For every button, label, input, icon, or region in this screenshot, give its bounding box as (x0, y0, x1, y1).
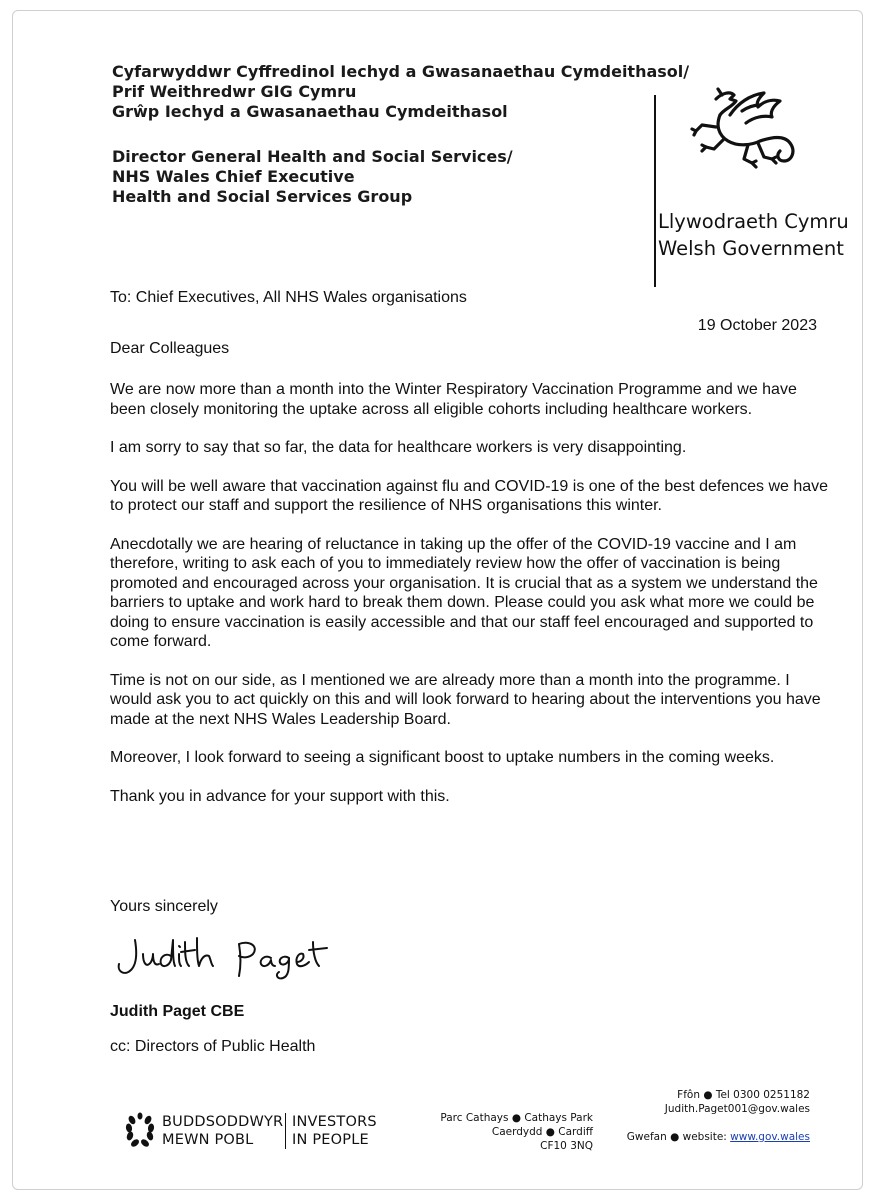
letter-date: 19 October 2023 (697, 317, 817, 334)
contact-details (627, 1088, 810, 1144)
paragraph: Anecdotally we are hearing of reluctance in taking up the offer of the COVID-19 vaccine and I am therefore, writing to ask each of you to immediately review how the offer of vaccination is being promoted and encouraged across your organisation. It is crucial that as a system we understand the barriers to uptake and work hard to break them down. Please could you ask what more we could be doing to ensure vaccination is easily accessible and that our staff feel encouraged and supported to come forward. (110, 535, 818, 650)
logo-english-name: Welsh Government (658, 237, 844, 260)
paragraph: I am sorry to say that so far, the data for healthcare workers is very disappointing. (110, 439, 687, 456)
cc-line: cc: Directors of Public Health (110, 1038, 316, 1055)
header-welsh-subtitle: Prif Weithredwr GIG Cymru (112, 82, 357, 101)
address-line: Caerdydd ● Cardiff (491, 1126, 593, 1138)
phone-number: Ffôn ● Tel 0300 0251182 (677, 1089, 810, 1101)
header-english-title: Director General Health and Social Services/ (112, 147, 513, 166)
paragraph: Thank you in advance for your support with this. (110, 787, 450, 805)
investors-in-people-logo (124, 1108, 394, 1154)
logo-wordmark (658, 208, 849, 262)
website-row (627, 1130, 810, 1144)
postal-address (440, 1111, 593, 1153)
recipient-line: To: Chief Executives, All NHS Wales organisations (110, 289, 467, 306)
investors-english-line1: INVESTORS (292, 1114, 377, 1130)
signer-name: Judith Paget CBE (110, 1003, 245, 1020)
investors-english-text (292, 1113, 377, 1149)
header-welsh-title: Cyfarwyddwr Cyffredinol Iechyd a Gwasanaethau Cymdeithasol/ (112, 62, 690, 81)
address-line: CF10 3NQ (540, 1140, 593, 1152)
investors-welsh-text (162, 1113, 283, 1149)
paragraph: Time is not on our side, as I mentioned we are already more than a month into the programme. I would ask you to act quickly on this and will look forward to hearing about the interventions you have made at the next NHS Wales Leadership Board. (110, 671, 821, 728)
logo-welsh-name: Llywodraeth Cymru (658, 210, 849, 233)
investors-welsh-line2: MEWN POBL (162, 1132, 254, 1148)
address-line: Parc Cathays ● Cathays Park (440, 1112, 593, 1124)
salutation: Dear Colleagues (110, 340, 230, 357)
letter-body (110, 380, 830, 825)
logo-rule (654, 95, 656, 287)
website-label: Gwefan ● website: (626, 1131, 731, 1143)
investors-divider (285, 1113, 286, 1149)
paragraph: Moreover, I look forward to seeing a significant boost to uptake numbers in the coming weeks. (110, 749, 775, 766)
welsh-government-logo (618, 85, 849, 260)
paragraph: We are now more than a month into the Winter Respiratory Vaccination Programme and we have been closely monitoring the uptake across all eligible cohorts including healthcare workers. (110, 381, 797, 418)
signature (113, 932, 333, 984)
paragraph: You will be well aware that vaccination against flu and COVID-19 is one of the best defences we have to protect our staff and support the resilience of NHS organisations this winter. (110, 477, 829, 514)
email-address: Judith.Paget001@gov.wales (664, 1103, 810, 1115)
header-english-group: Health and Social Services Group (112, 187, 413, 206)
header-welsh (112, 62, 689, 122)
header-english (112, 147, 513, 207)
header-english-subtitle: NHS Wales Chief Executive (112, 167, 355, 186)
closing: Yours sincerely (110, 898, 218, 915)
laurel-wreath-icon (124, 1110, 156, 1150)
website-link[interactable]: www.gov.wales (730, 1131, 810, 1143)
investors-english-line2: IN PEOPLE (292, 1132, 369, 1148)
investors-welsh-line1: BUDDSODDWYR (162, 1114, 284, 1130)
dragon-icon (672, 85, 812, 175)
header-welsh-group: Grŵp Iechyd a Gwasanaethau Cymdeithasol (112, 102, 508, 121)
